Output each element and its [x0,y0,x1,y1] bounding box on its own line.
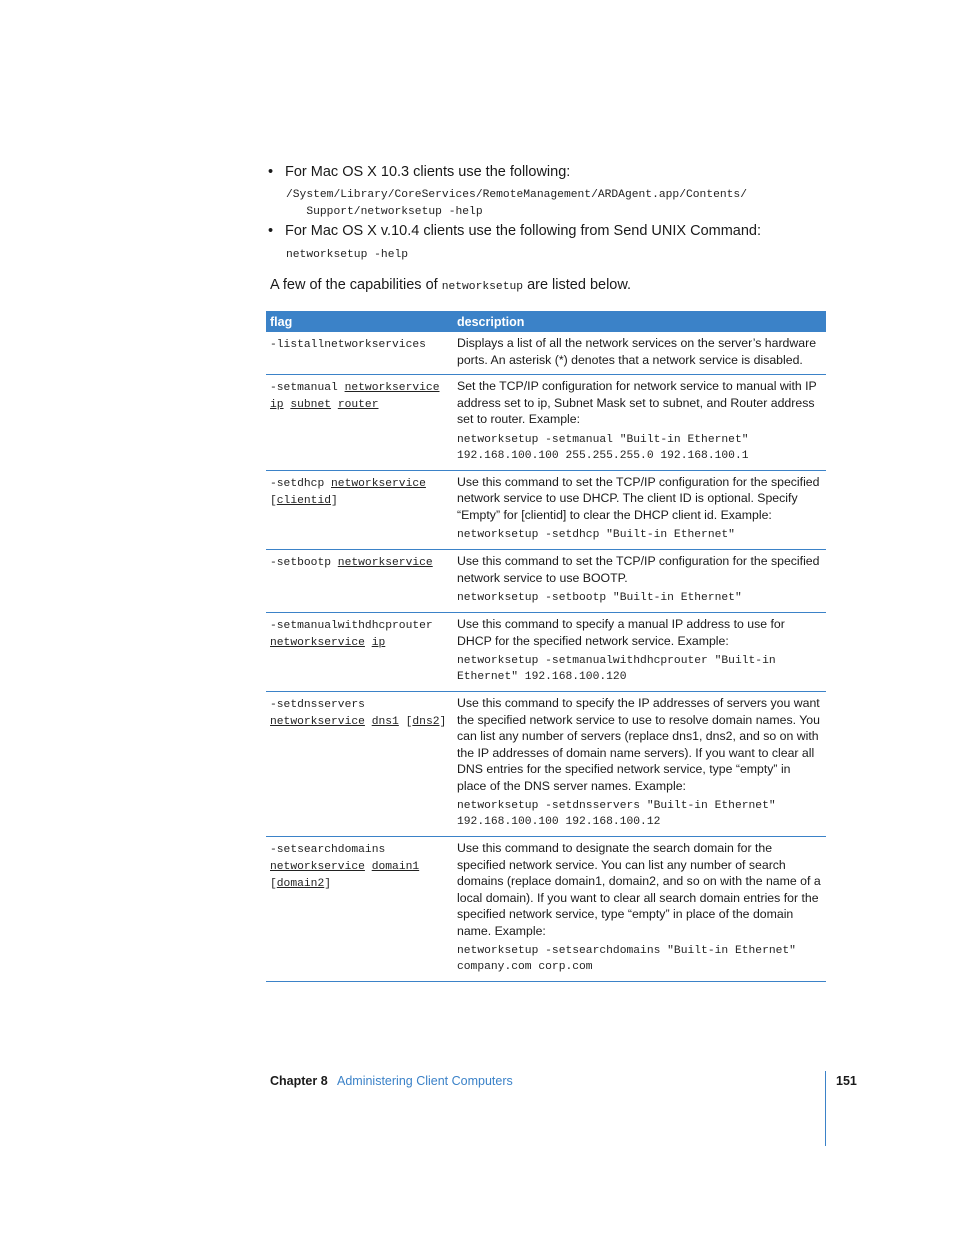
description-cell [453,470,826,550]
example-code: networksetup -setbootp "Built-in Ethernet" [457,592,742,604]
description-text: Use this command to designate the search domain for the specified network service. You can list any number of search domains (replace domain1, domain2, and so on with the name of a local domain). If you want to clear all search domain entries for the specified network service, type “empty” in place of the domain name. Example: [457,841,821,938]
flag-argument: networkservice [337,557,433,569]
table-row [266,692,826,837]
flag-argument: subnet [290,399,332,411]
intro-paragraph [270,276,631,296]
flag-cell: -setsearchdomains networkservice domain1 [domain2] [266,837,453,982]
flag-cell [266,375,453,471]
flag-command: -listallnetworkservices [270,339,426,351]
table-row [266,550,826,613]
flag-cell [266,550,453,613]
description-text: Displays a list of all the network services on the server’s hardware ports. An asterisk (*) denotes that a network service is disabled. [457,336,817,367]
intro-text: are listed below. [523,277,632,293]
header-description: description [453,311,826,332]
example-code: networksetup -setmanualwithdhcprouter "Built-in Ethernet" 192.168.100.120 [457,655,783,683]
bullet-item [268,163,570,181]
flag-command: -setdnsservers [270,699,365,711]
description-cell [453,837,826,982]
table-row [266,837,826,982]
bullet-dot: • [268,223,274,239]
flag-argument: dns2 [412,716,440,728]
description-cell [453,613,826,692]
flag-argument: networkservice [270,861,365,873]
table-header-row [266,311,826,332]
description-text: Use this command to set the TCP/IP configuration for the specified network service to use BOOTP. [457,554,820,585]
bullet-item [268,222,761,240]
flags-table [266,311,826,982]
bullet-dot: • [268,164,274,180]
description-cell [453,692,826,837]
flag-argument: networkservice [270,716,365,728]
table-row [266,375,826,471]
flag-argument: domain2 [276,878,325,890]
description-cell [453,332,826,375]
description-cell [453,550,826,613]
bullet-text: For Mac OS X v.10.4 clients use the following from Send UNIX Command: [285,223,762,239]
bullet-text: For Mac OS X 10.3 clients use the following: [285,164,571,180]
flag-cell: -setdhcp networkservice [clientid] [266,470,453,550]
flag-argument: router [337,399,379,411]
example-code: networksetup -setsearchdomains "Built-in Ethernet" company.com corp.com [457,945,803,973]
table-row [266,332,826,375]
flag-command: -setsearchdomains [270,844,386,856]
example-code: networksetup -setdhcp "Built-in Ethernet" [457,529,735,541]
footer-divider [825,1071,826,1146]
intro-text: A few of the capabilities of [270,277,442,293]
flag-cell [266,332,453,375]
footer-chapter-title: Administering Client Computers [337,1074,513,1088]
code-block: networksetup -help [286,249,409,261]
flag-argument: dns1 [371,716,399,728]
description-cell [453,375,826,471]
flag-argument: ip [270,399,284,411]
example-code: networksetup -setmanual "Built-in Ethernet" 192.168.100.100 255.255.255.0 192.168.100.1 [457,433,756,462]
flag-command: -setmanual [270,382,338,394]
flag-command: -setmanualwithdhcprouter [270,620,433,632]
table-row [266,470,826,550]
description-text: Use this command to specify a manual IP address to use for DHCP for the specified network service. Example: [457,617,785,648]
description-text: Set the TCP/IP configuration for network service to manual with IP address set to ip, Subnet Mask set to subnet, and Router address set to router. Example: [457,379,817,426]
flag-command: -setdhcp [270,477,325,490]
flag-cell: -setdnsservers networkservice dns1 [dns2] [266,692,453,837]
flag-argument: domain1 [371,861,420,873]
flag-cell [266,613,453,692]
flag-argument: networkservice [344,382,440,394]
page-number: 151 [836,1074,857,1088]
description-text: Use this command to specify the IP addresses of servers you want the specified network service to use to resolve domain names. You can list any number of servers (replace dns1, dns2, and so on with the IP addresses of domain name servers). If you want to clear all DNS entries for the specified network service, type “empty” in place of the DNS server names. Example: [457,696,820,793]
flag-argument: clientid [276,494,332,507]
header-flag: flag [266,311,453,332]
footer-chapter: Chapter 8 [270,1074,328,1088]
code-block: /System/Library/CoreServices/RemoteManagement/ARDAgent.app/Contents/ Support/networksetup -help [286,189,747,218]
flag-argument: ip [371,637,386,649]
flag-argument: networkservice [331,477,426,490]
table-row [266,613,826,692]
description-text: Use this command to set the TCP/IP configuration for the specified network service to use DHCP. The client ID is optional. Specify “Empty” for [clientid] to clear the DHCP client id. Example: [457,474,820,522]
example-code: networksetup -setdnsservers "Built-in Ethernet" 192.168.100.100 192.168.100.12 [457,800,783,828]
intro-code: networksetup [441,281,524,293]
flag-argument: networkservice [270,637,365,649]
flag-command: -setbootp [270,557,332,569]
